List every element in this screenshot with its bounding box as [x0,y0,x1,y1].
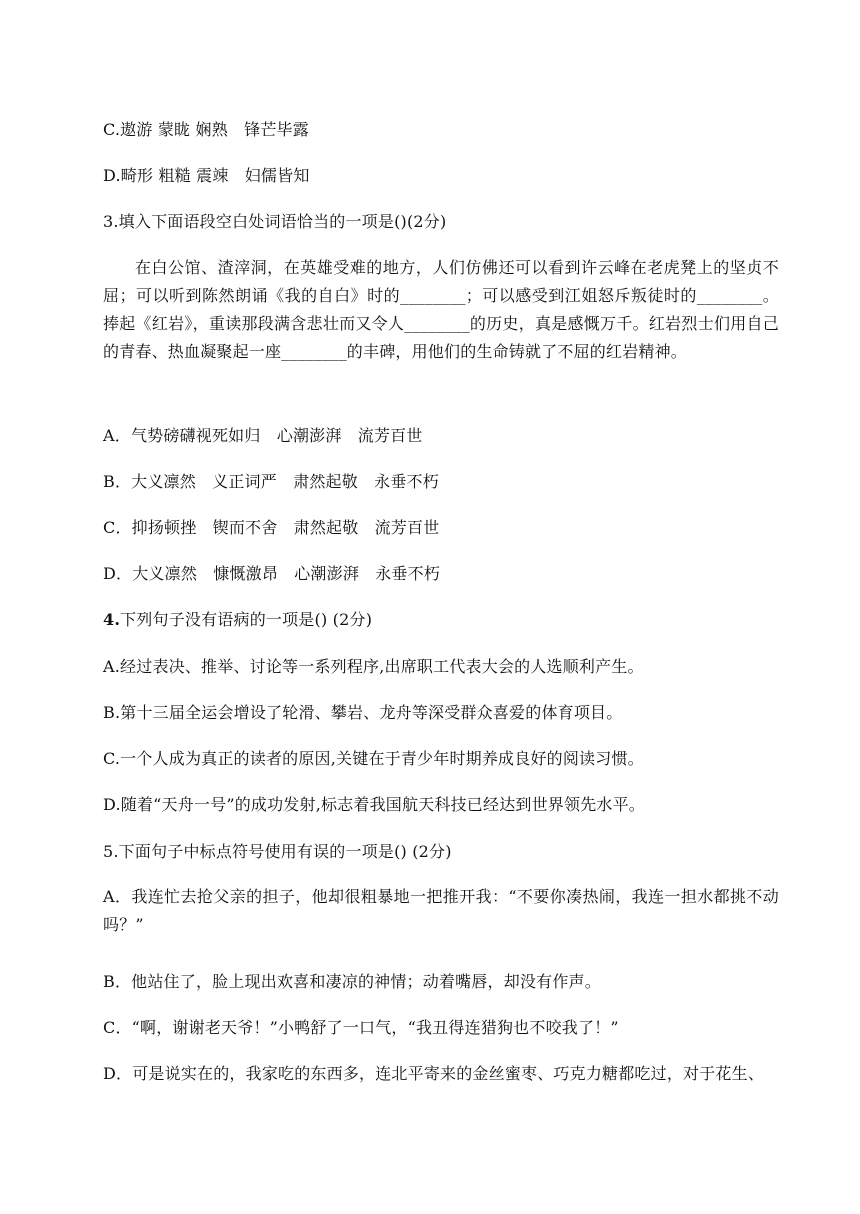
q4-number: 4. [103,610,121,629]
q5-option-c: C．“啊，谢谢老天爷！”小鸭舒了一口气，“我丑得连猎狗也不咬我了！” [103,1018,619,1037]
q4-stem-line [103,610,372,630]
q4-option-a: A.经过表决、推举、讨论等一系列程序,出席职工代表大会的人选顺利产生。 [103,657,644,676]
q3-stem: 3.填入下面语段空白处词语恰当的一项是()(2分) [103,212,447,231]
q3-option-b: B．大义凛然 义正词严 肃然起敬 永垂不朽 [103,472,439,491]
q5-option-a: A．我连忙去抢父亲的担子，他却很粗暴地一把推开我：“不要你凑热闹，我连一担水都挑不动吗？” [103,887,779,934]
q5-option-d: D．可是说实在的，我家吃的东西多，连北平寄来的金丝蜜枣、巧克力糖都吃过，对于花生、 [103,1064,765,1083]
q5-stem: 5.下面句子中标点符号使用有误的一项是() (2分) [103,842,452,861]
q4-stem: 下列句子没有语病的一项是() (2分) [120,610,373,629]
q3-option-a: A．气势磅礴视死如归 心潮澎湃 流芳百世 [103,426,423,445]
q3-option-c: C．抑扬顿挫 锲而不舍 肃然起敬 流芳百世 [103,518,440,537]
q5-option-b: B．他站住了，脸上现出欢喜和凄凉的神情；动着嘴唇，却没有作声。 [103,972,601,991]
q3-option-d: D．大义凛然 慷慨激昂 心潮澎湃 永垂不朽 [103,564,441,583]
q4-option-c: C.一个人成为真正的读者的原因,关键在于青少年时期养成良好的阅读习惯。 [103,749,644,768]
q4-option-d: D.随着“天舟一号”的成功发射,标志着我国航天科技已经达到世界领先水平。 [103,795,645,814]
q2-option-d: D.畸形 粗糙 震竦 妇儒皆知 [103,166,310,185]
q4-option-b: B.第十三届全运会增设了轮滑、攀岩、龙舟等深受群众喜爱的体育项目。 [103,703,623,722]
q2-option-c: C.遨游 蒙眬 娴熟 锋芒毕露 [103,120,309,139]
q3-passage: 在白公馆、渣滓洞，在英雄受难的地方，人们仿佛还可以看到许云峰在老虎凳上的坚贞不屈；可以听到陈然朗诵《我的自白》时的________；可以感受到江姐怒斥叛徒时的________。捧起《红岩》，重读那段满含悲壮而又令人________的历史，真是感慨万千。红岩烈士们用自己的青春、热血凝聚起一座________的丰碑，用他们的生命铸就了不屈的红岩精神。 [103,258,779,361]
